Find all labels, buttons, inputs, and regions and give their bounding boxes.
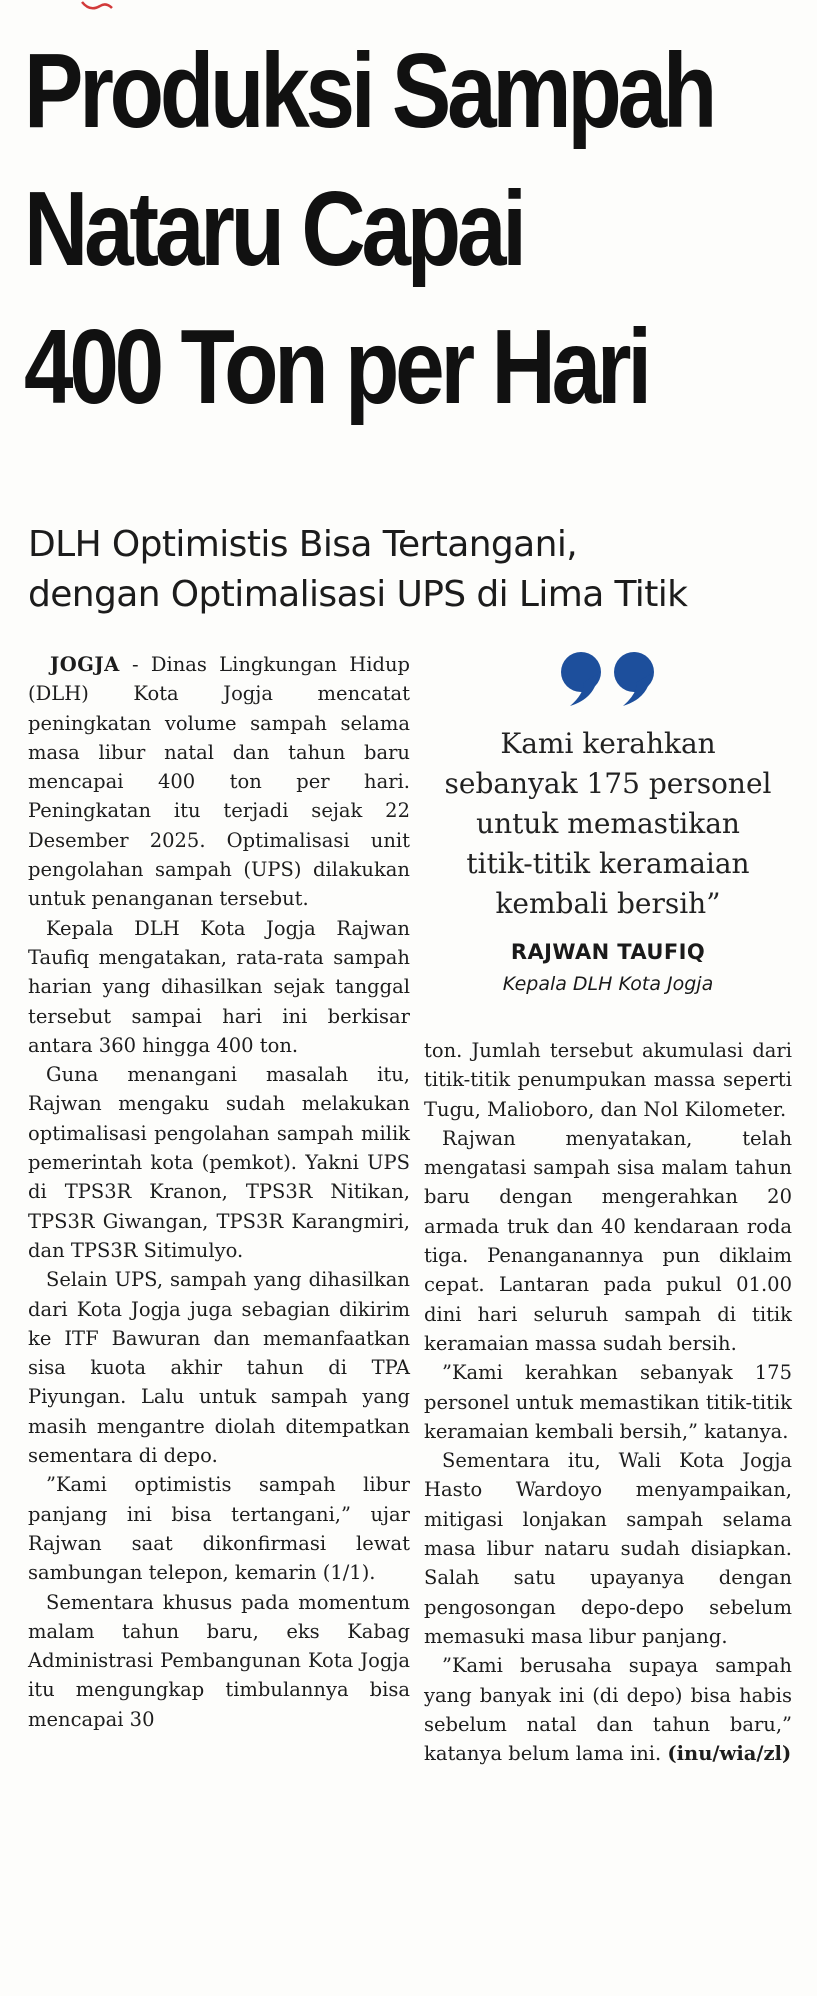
article-column-right (424, 1036, 792, 1768)
pull-quote-speaker: RAJWAN TAUFIQ (510, 940, 706, 964)
pull-quote-line: sebanyak 175 personel (444, 767, 772, 800)
paragraph: Kepala DLH Kota Jogja Rajwan Taufiq mengatakan, rata-rata sampah harian yang dihasilkan sejak tanggal tersebut sampai hari ini berkisar antara 360 hingga 400 ton. (28, 916, 410, 1057)
paragraph: Sementara khusus pada momentum malam tahun baru, eks Kabag Administrasi Pembangunan Kota Jogja itu mengungkap timbulannya bisa mencapai 30 (28, 1590, 410, 1731)
headline-line: Nataru Capai (24, 170, 523, 288)
pull-quote-text (424, 724, 792, 924)
pull-quote (424, 648, 792, 1018)
paragraph-text: ”Kami berusaha supaya sampah yang banyak ini (di depo) bisa habis sebelum natal dan tahun baru,” katanya belum lama ini. (424, 1654, 792, 1766)
paragraph (424, 1651, 792, 1768)
pull-quote-line: Kami kerahkan (500, 727, 716, 760)
paragraph: Guna menangani masalah itu, Rajwan mengaku sudah melakukan optimalisasi pengolahan sampah milik pemerintah kota (pemkot). Yakni UPS di TPS3R Kranon, TPS3R Nitikan, TPS3R Giwangan, TPS3R Karangmiri, dan TPS3R Sitimulyo. (28, 1063, 410, 1262)
paragraph (28, 650, 410, 914)
headline-line: 400 Ton per Hari (24, 308, 648, 426)
article-column-left (28, 650, 410, 1734)
subheadline-line: DLH Optimistis Bisa Tertangani, (28, 524, 578, 565)
paragraph: ”Kami kerahkan sebanyak 175 personel untuk memastikan titik-titik keramaian kembali bersih,” katanya. (424, 1361, 792, 1443)
pull-quote-line: titik-titik keramaian (466, 847, 750, 880)
headline-line: Produksi Sampah (24, 32, 714, 150)
pull-quote-speaker-role: Kepala DLH Kota Jogja (502, 973, 714, 995)
paragraph: ton. Jumlah tersebut akumulasi dari titik-titik penumpukan massa seperti Tugu, Malioboro, dan Nol Kilometer. (424, 1039, 792, 1121)
paragraph: Rajwan menyatakan, telah mengatasi sampah sisa malam tahun baru dengan mengerahkan 20 armada truk dan 40 kendaraan roda tiga. Penanganannya pun diklaim cepat. Lantaran pada pukul 01.00 dini hari seluruh sampah di titik keramaian massa sudah bersih. (424, 1126, 792, 1355)
subheadline (28, 520, 798, 620)
paragraph-text: - Dinas Lingkungan Hidup (DLH) Kota Jogja mencatat peningkatan volume sampah selama masa libur natal dan tahun baru mencapai 400 ton per hari. Peningkatan itu terjadi sejak 22 Desember 2025. Optimalisasi unit pengolahan sampah (UPS) dilakukan untuk penanganan tersebut. (28, 653, 410, 911)
pull-quote-line: untuk memastikan (476, 807, 740, 840)
paragraph: Sementara itu, Wali Kota Jogja Hasto Wardoyo menyampaikan, mitigasi lonjakan sampah selama masa libur nataru sudah disiapkan. Salah satu upayanya dengan pengosongan depo-depo sebelum memasuki masa libur panjang. (424, 1449, 792, 1648)
pull-quote-line: kembali bersih” (495, 887, 721, 920)
red-pen-mark-icon (80, 0, 114, 12)
dateline: JOGJA (50, 653, 120, 676)
author-credit: (inu/wia/zl) (667, 1742, 792, 1766)
paragraph: ”Kami optimistis sampah libur panjang ini bisa tertangani,” ujar Rajwan saat dikonfirmasi lewat sambungan telepon, kemarin (1/1). (28, 1473, 410, 1585)
subheadline-line: dengan Optimalisasi UPS di Lima Titik (28, 574, 688, 615)
quote-marks-icon (554, 648, 664, 708)
paragraph: Selain UPS, sampah yang dihasilkan dari Kota Jogja juga sebagian dikirim ke ITF Bawuran dan memanfaatkan sisa kuota akhir tahun di TPA Piyungan. Lalu untuk sampah yang masih mengantre diolah ditempatkan sementara di depo. (28, 1268, 410, 1468)
headline (24, 22, 714, 436)
